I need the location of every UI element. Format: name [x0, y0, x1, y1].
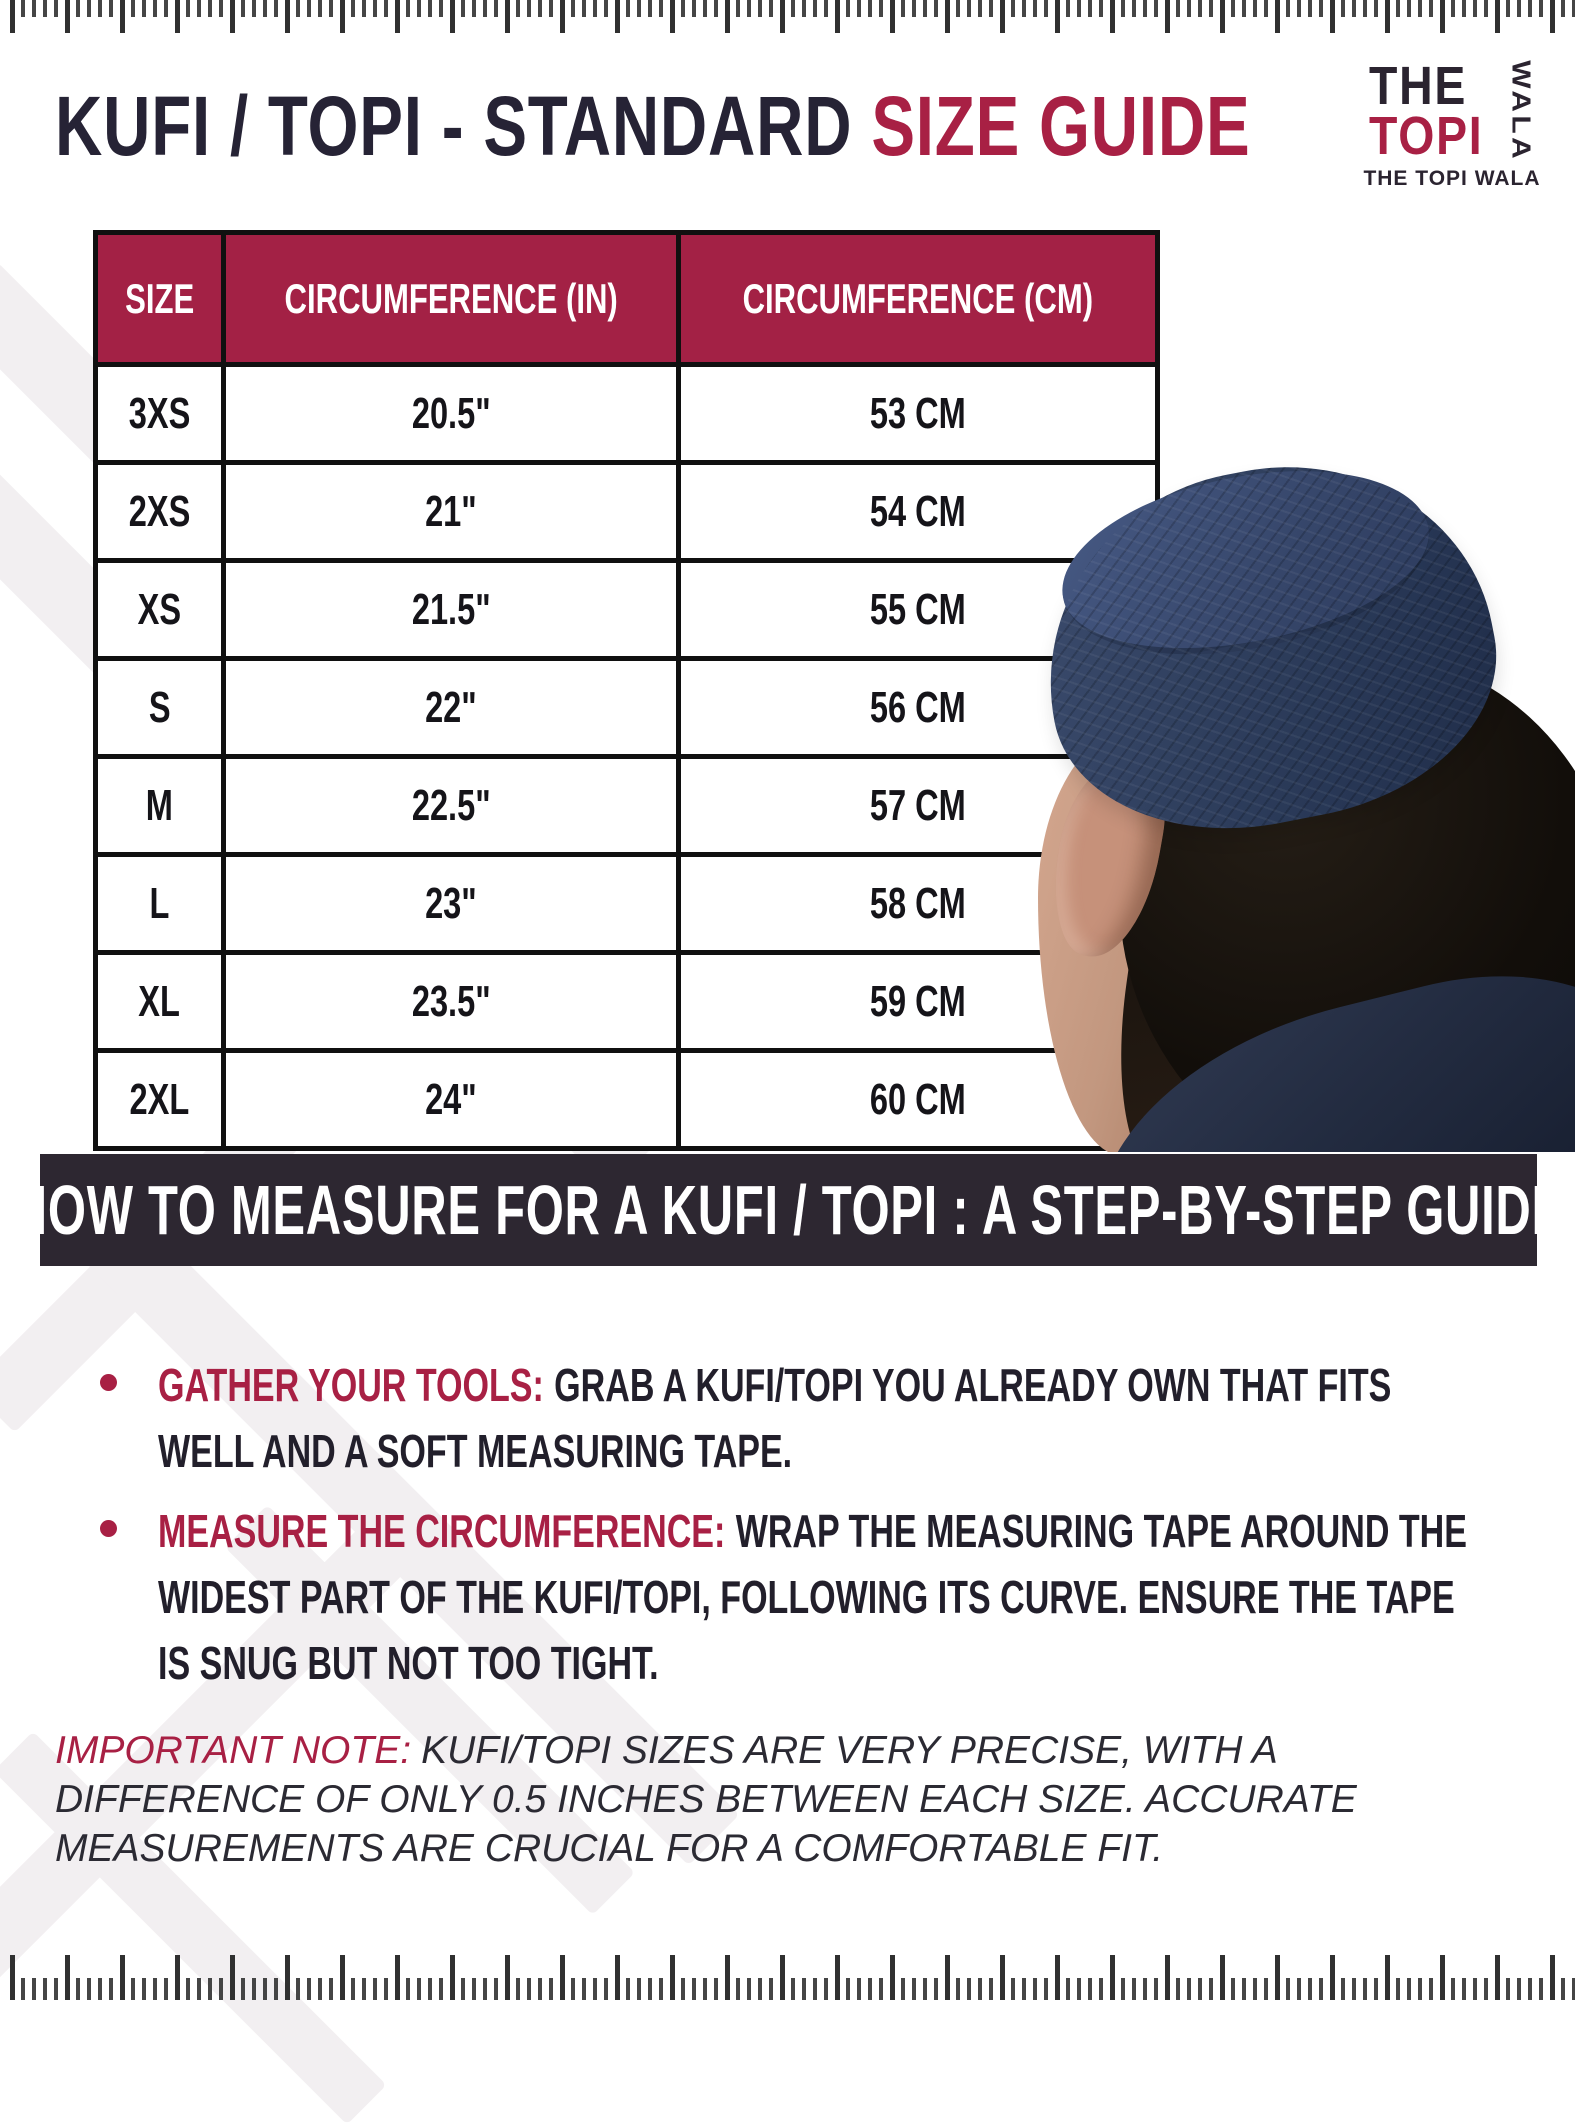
logo-mark	[1352, 56, 1552, 166]
step-text	[158, 1352, 1490, 1484]
cell-inches: 21"	[224, 463, 679, 561]
cell-cm: 57 CM	[679, 757, 1158, 855]
table-row	[96, 463, 1158, 561]
how-to-banner-title: HOW TO MEASURE FOR A KUFI / TOPI : A STEP-BY-STEP GUIDE	[11, 1171, 1566, 1249]
cell-size: XL	[96, 953, 224, 1051]
step-lead: MEASURE THE CIRCUMFERENCE:	[158, 1505, 726, 1557]
cell-inches: 21.5"	[224, 561, 679, 659]
step-item	[100, 1352, 1575, 1484]
top-ruler	[0, 0, 1575, 34]
steps-list	[100, 1352, 1575, 1710]
table-row	[96, 561, 1158, 659]
cell-cm: 53 CM	[679, 365, 1158, 463]
header-circumference-in: CIRCUMFERENCE (IN)	[224, 233, 679, 365]
page-title	[55, 79, 1575, 173]
brand-logo	[1352, 56, 1552, 191]
cell-cm: 55 CM	[679, 561, 1158, 659]
logo-word-topi: TOPI	[1369, 105, 1484, 166]
header-size: SIZE	[96, 233, 224, 365]
table-row	[96, 757, 1158, 855]
cell-cm: 54 CM	[679, 463, 1158, 561]
cell-cm: 59 CM	[679, 953, 1158, 1051]
ruler-long-ticks	[10, 1955, 1575, 2000]
cell-size: S	[96, 659, 224, 757]
cell-size: XS	[96, 561, 224, 659]
header-circumference-cm: CIRCUMFERENCE (CM)	[679, 233, 1158, 365]
step-item	[100, 1498, 1575, 1696]
table-row	[96, 855, 1158, 953]
logo-word-wala: WALA	[1506, 60, 1537, 163]
cell-size: 2XL	[96, 1051, 224, 1149]
cell-inches: 20.5"	[224, 365, 679, 463]
step-text	[158, 1498, 1490, 1696]
bullet-dot-icon	[100, 1374, 117, 1391]
table-row	[96, 659, 1158, 757]
size-table	[93, 230, 1160, 1151]
bottom-ruler	[0, 1954, 1575, 2000]
cell-inches: 23.5"	[224, 953, 679, 1051]
logo-mark-left	[1369, 56, 1502, 166]
bullet-dot-icon	[100, 1520, 117, 1537]
table-row	[96, 365, 1158, 463]
cell-size: 2XS	[96, 463, 224, 561]
note-body: KUFI/TOPI SIZES ARE VERY PRECISE, WITH A DIFFERENCE OF ONLY 0.5 INCHES BETWEEN EACH SIZE. ACCURATE MEASUREMENTS ARE CRUCIAL FOR A COMFORTABLE FIT.	[55, 1729, 1357, 1870]
ruler-long-ticks	[10, 0, 1575, 33]
cell-size: M	[96, 757, 224, 855]
important-note	[55, 1726, 1495, 1873]
page-title-accent: SIZE GUIDE	[871, 79, 1251, 173]
cell-size: 3XS	[96, 365, 224, 463]
step-body: WRAP THE MEASURING TAPE AROUND THE WIDEST PART OF THE KUFI/TOPI, FOLLOWING ITS CURVE. ENSURE THE TAPE IS SNUG BUT NOT TOO TIGHT.	[158, 1505, 1467, 1689]
table-row	[96, 953, 1158, 1051]
step-lead: GATHER YOUR TOOLS:	[158, 1359, 544, 1411]
table-row	[96, 1051, 1158, 1149]
cell-inches: 22.5"	[224, 757, 679, 855]
cell-cm: 60 CM	[679, 1051, 1158, 1149]
cell-inches: 24"	[224, 1051, 679, 1149]
cell-inches: 22"	[224, 659, 679, 757]
how-to-banner	[11, 1154, 1566, 1266]
cell-cm: 58 CM	[679, 855, 1158, 953]
cell-cm: 56 CM	[679, 659, 1158, 757]
logo-word-the: THE	[1369, 56, 1468, 116]
logo-caption: THE TOPI WALA	[1363, 167, 1541, 191]
cell-size: L	[96, 855, 224, 953]
step-body: GRAB A KUFI/TOPI YOU ALREADY OWN THAT FITS WELL AND A SOFT MEASURING TAPE.	[158, 1359, 1392, 1477]
page-title-main: KUFI / TOPI - STANDARD	[55, 79, 853, 173]
size-table-header-row	[96, 233, 1158, 365]
kufi-photo	[1030, 386, 1575, 1152]
cell-inches: 23"	[224, 855, 679, 953]
note-lead: IMPORTANT NOTE:	[55, 1729, 412, 1772]
